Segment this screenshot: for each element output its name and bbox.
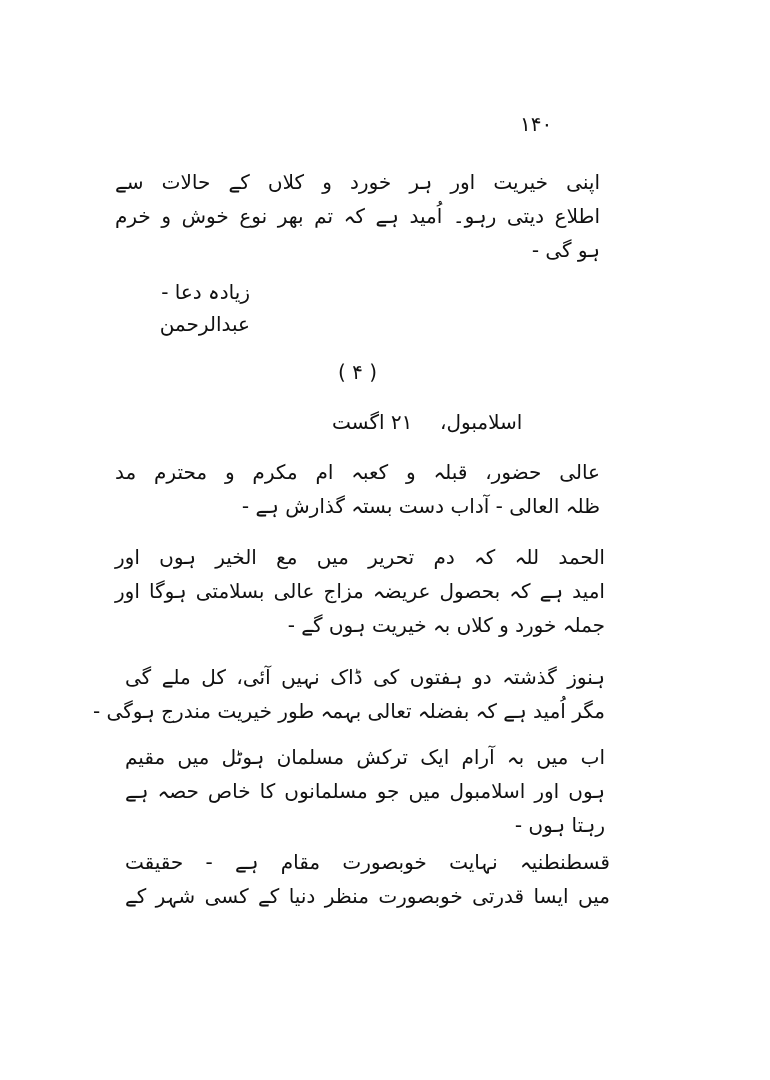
text-line: اطلاع دیتی رہو۔ اُمید ہے کہ تم بھر نوع خوش و خرم: [115, 204, 600, 228]
text-line: قسطنطنیہ نہایت خوبصورت مقام ہے - حقیقت: [125, 850, 610, 874]
text-line: میں ایسا قدرتی خوبصورت منظر دنیا کے کسی شہر کے: [125, 884, 610, 908]
closing-phrase: زیادہ دعا -: [161, 280, 250, 304]
letter-place: اسلامبول،: [440, 410, 523, 434]
page-number: ۱۴۰: [520, 112, 553, 136]
paragraph-hotel: [125, 740, 605, 842]
text-line: اپنی خیریت اور ہر خورد و کلاں کے حالات سے: [115, 170, 600, 194]
text-line: رہتا ہوں -: [514, 813, 605, 837]
text-line: ظلہ العالی - آداب دست بستہ گذارش ہے -: [241, 494, 600, 518]
paragraph-wellbeing: [115, 540, 605, 642]
paragraph-constantinople: [125, 845, 610, 913]
salutation: [115, 455, 600, 523]
letter-date: ۲۱ اگست: [332, 410, 413, 434]
text-line: ہو گی -: [531, 238, 600, 262]
text-line: اب میں بہ آرام ایک ترکش مسلمان ہوٹل میں مقیم: [125, 745, 605, 769]
paragraph-greeting-end: [115, 165, 600, 267]
text-line: مگر اُمید ہے کہ بفضلہ تعالی بہمہ طور خیریت مندرج ہوگی -: [92, 699, 605, 723]
paragraph-mail: [92, 660, 605, 728]
text-line: جملہ خورد و کلاں بہ خیریت ہوں گے -: [287, 613, 605, 637]
signature: عبدالرحمن: [159, 312, 250, 336]
text-line: امید ہے کہ بحصول عریضہ مزاج عالی بسلامتی ہوگا اور: [115, 579, 605, 603]
text-line: عالی حضور، قبلہ و کعبہ ام مکرم و محترم مد: [115, 460, 600, 484]
text-line: الحمد للہ کہ دم تحریر میں مع الخیر ہوں اور: [115, 545, 605, 569]
text-line: ہوں اور اسلامبول میں جو مسلمانوں کا خاص حصہ ہے: [125, 779, 605, 803]
text-line: ہنوز گذشتہ دو ہفتوں کی ڈاک نہیں آئی، کل ملے گی: [125, 665, 605, 689]
letter-number: ( ۴ ): [338, 360, 378, 384]
